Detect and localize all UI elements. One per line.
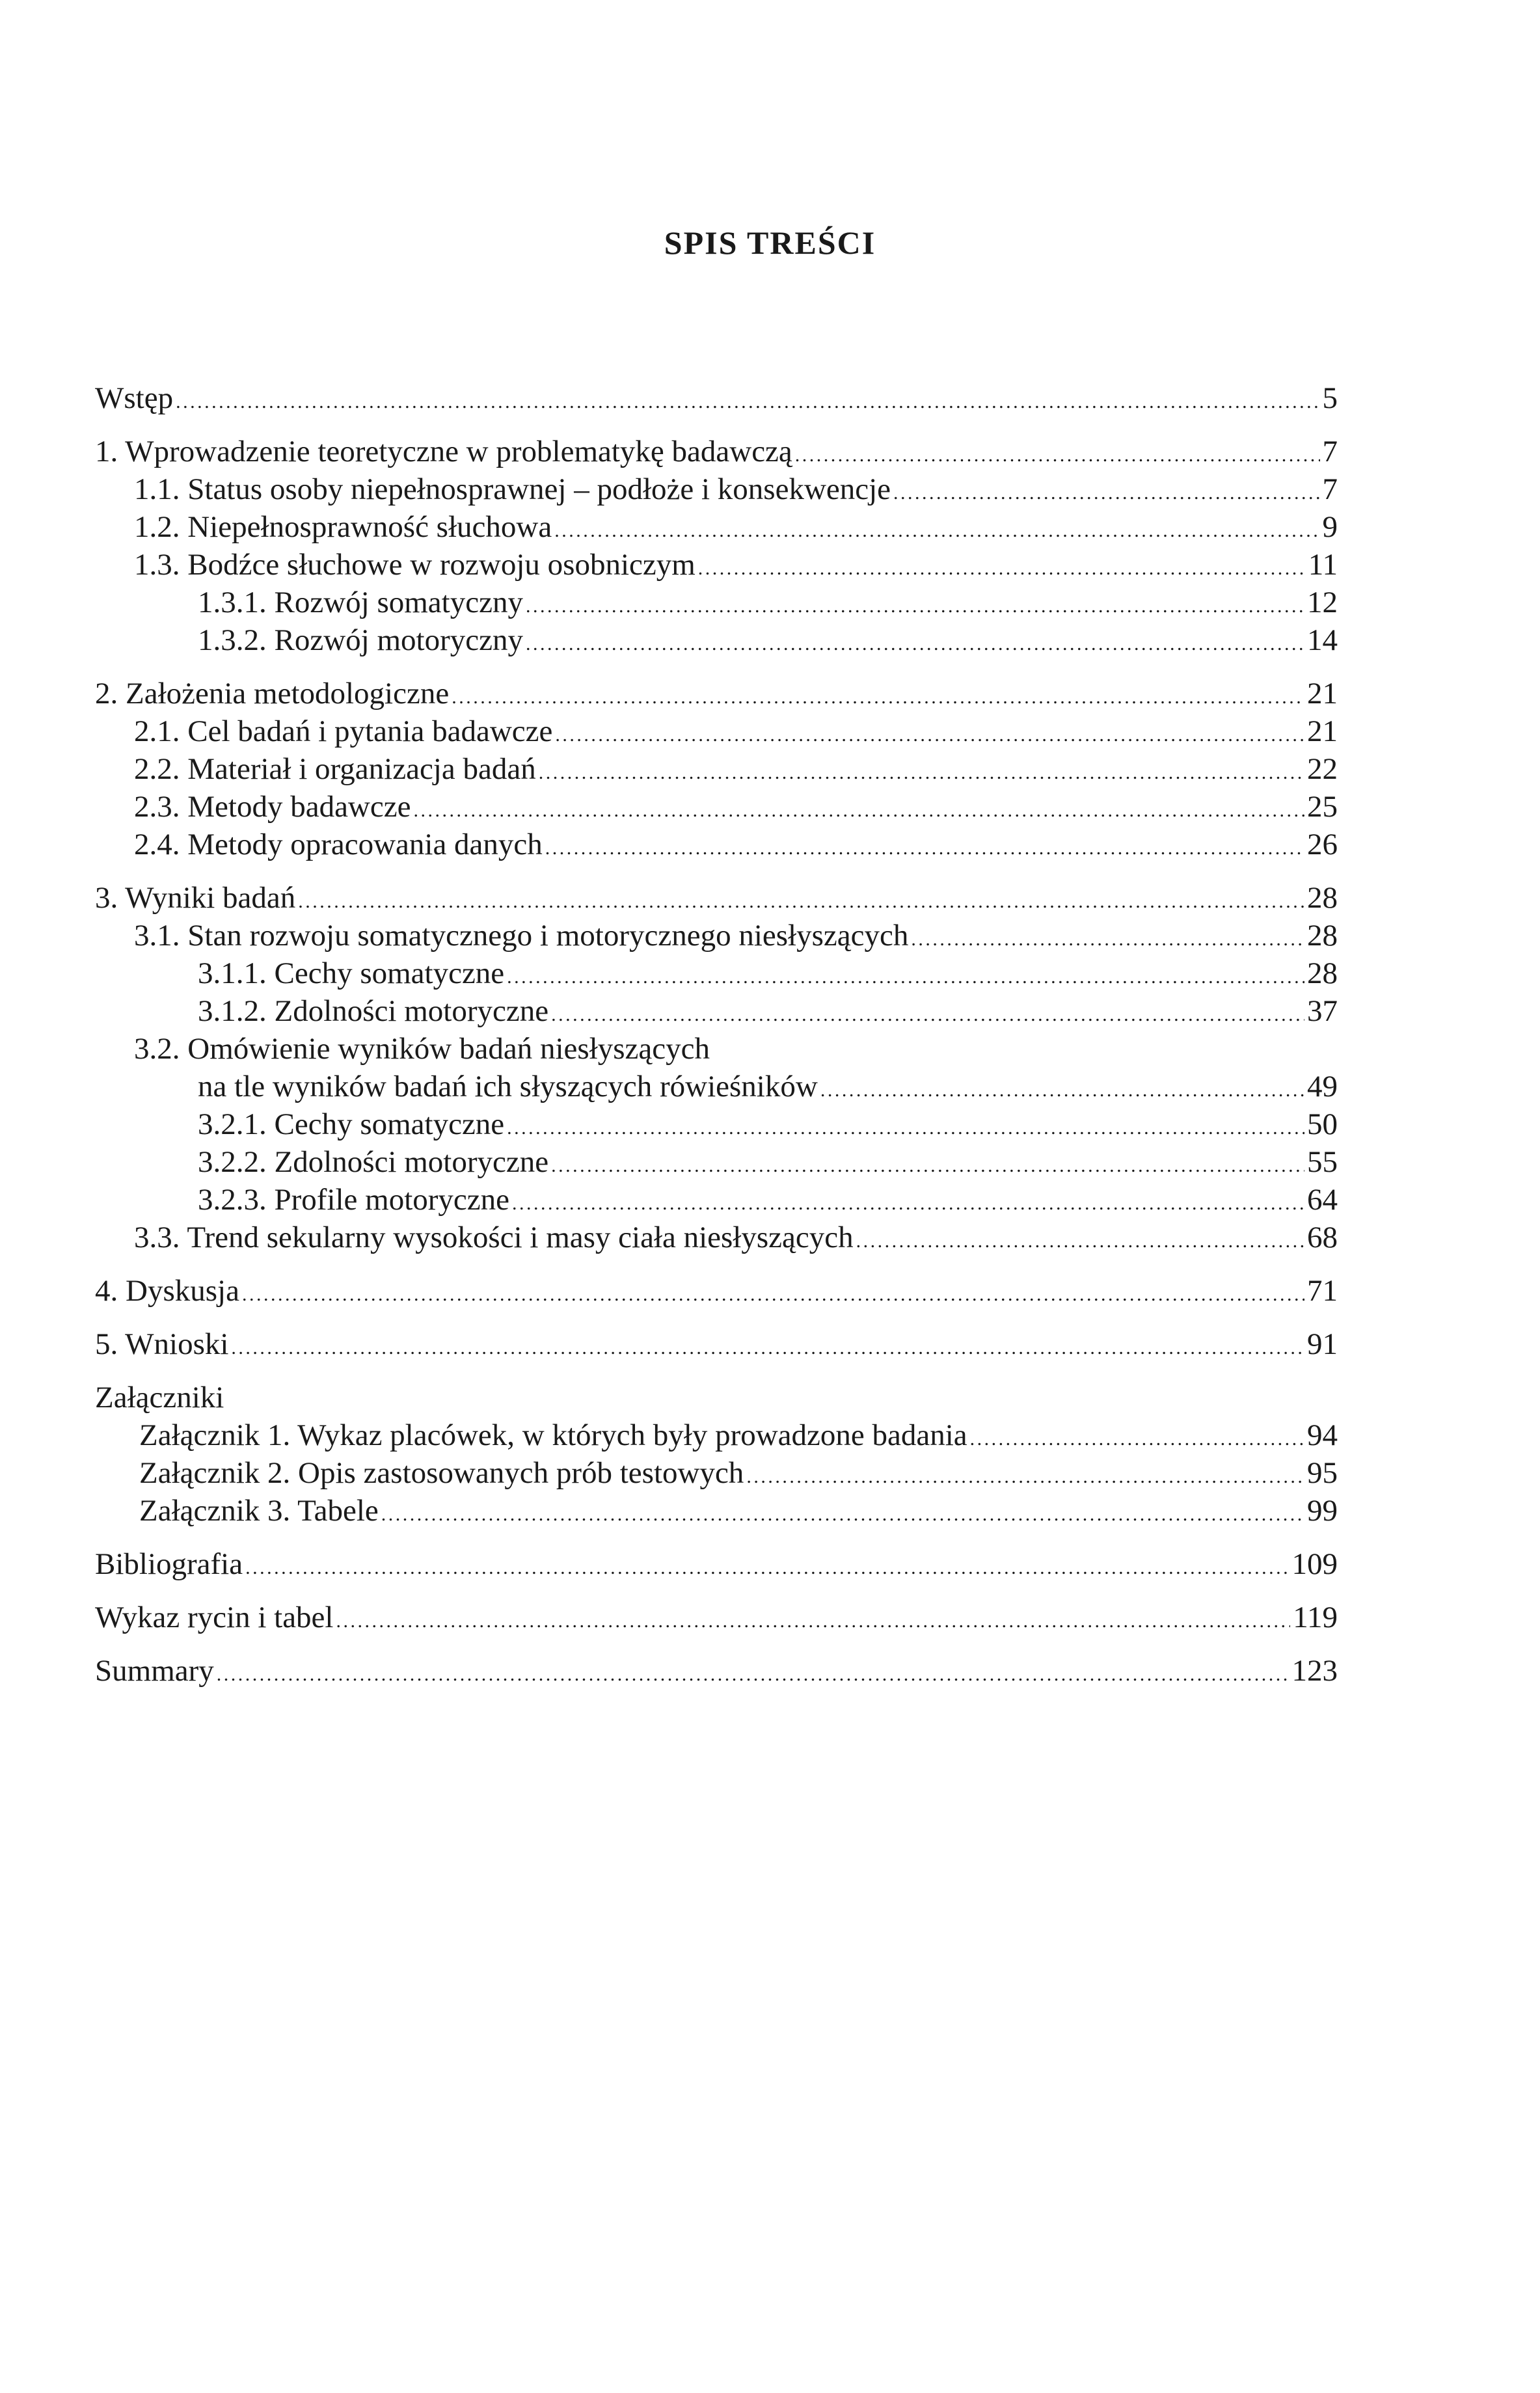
table-of-contents [95,379,1338,1690]
toc-entry-page: 5 [1322,381,1338,415]
toc-entry-title: Wstęp [95,381,174,415]
toc-entry-2-4[interactable] [134,826,1338,863]
toc-entry-title: Załączniki [95,1381,224,1414]
leader-dots [217,1652,1290,1694]
leader-dots [545,826,1304,867]
toc-entry-1-3-2[interactable] [198,621,1338,659]
leader-dots [911,917,1304,958]
toc-entry-page: 99 [1307,1494,1338,1528]
toc-entry-zalaczniki[interactable] [95,1379,1338,1416]
toc-entry-zalacznik-3[interactable] [139,1492,1338,1530]
toc-entry-wykaz[interactable] [95,1599,1338,1636]
toc-entry-title: 1.3. Bodźce słuchowe w rozwoju osobniczym [134,548,696,582]
toc-entry-zalacznik-2[interactable] [139,1454,1338,1492]
toc-entry-page: 21 [1307,677,1338,710]
leader-dots [746,1454,1304,1496]
leader-dots [551,992,1304,1034]
toc-entry-summary[interactable] [95,1652,1338,1690]
toc-entry-page: 95 [1307,1456,1338,1490]
toc-entry-page: 123 [1291,1654,1338,1688]
leader-dots [512,1181,1304,1223]
toc-entry-page: 49 [1307,1070,1338,1103]
leader-dots [698,546,1306,588]
toc-entry-title: 4. Dyskusja [95,1274,239,1308]
leader-dots [526,621,1304,663]
toc-entry-title: 1.1. Status osoby niepełnosprawnej – podłoże i konsekwencje [134,472,891,506]
toc-entry-page: 91 [1307,1327,1338,1361]
toc-entry-2-3[interactable] [134,788,1338,826]
toc-entry-page: 94 [1307,1418,1338,1452]
leader-dots [507,1105,1304,1147]
toc-entry-title: Załącznik 3. Tabele [139,1494,379,1528]
toc-entry-title: 3.1.1. Cechy somatyczne [198,956,505,990]
toc-entry-2-1[interactable] [134,712,1338,750]
toc-entry-title: 3.2.1. Cechy somatyczne [198,1107,505,1141]
leader-dots [554,508,1319,550]
toc-entry-title: Załącznik 2. Opis zastosowanych prób testowych [139,1456,744,1490]
leader-dots [539,750,1304,792]
toc-entry-page: 7 [1322,435,1338,468]
toc-entry-page: 64 [1307,1183,1338,1217]
toc-entry-1-3[interactable] [134,546,1338,584]
toc-entry-3-2-cont[interactable] [198,1068,1338,1105]
leader-dots [242,1272,1304,1314]
toc-entry-title: 1.3.1. Rozwój somatyczny [198,586,523,619]
toc-entry-3-2[interactable] [134,1030,1338,1068]
toc-entry-page: 68 [1307,1221,1338,1254]
toc-entry-title: Summary [95,1654,214,1688]
toc-entry-title: Bibliografia [95,1547,243,1581]
toc-entry-page: 9 [1322,510,1338,544]
leader-dots [795,433,1320,474]
toc-entry-page: 55 [1307,1145,1338,1179]
toc-entry-3-1-1[interactable] [198,954,1338,992]
toc-entry-page: 71 [1307,1274,1338,1308]
toc-entry-1-2[interactable] [134,508,1338,546]
toc-entry-3-3[interactable] [134,1219,1338,1256]
leader-dots [413,788,1304,830]
toc-entry-title: 2.1. Cel badań i pytania badawcze [134,714,553,748]
leader-dots [970,1416,1304,1458]
page-title: SPIS TREŚCI [664,224,876,261]
toc-entry-zalacznik-1[interactable] [139,1416,1338,1454]
toc-entry-2-2[interactable] [134,750,1338,788]
toc-entry-title: Załącznik 1. Wykaz placówek, w których były prowadzone badania [139,1418,967,1452]
toc-entry-page: 119 [1293,1601,1338,1634]
toc-entry-1-3-1[interactable] [198,584,1338,621]
leader-dots [526,584,1304,625]
toc-entry-title: 3.3. Trend sekularny wysokości i masy ciała niesłyszących [134,1221,854,1254]
toc-entry-chapter-4[interactable] [95,1272,1338,1310]
toc-entry-title: 1. Wprowadzenie teoretyczne w problematykę badawczą [95,435,792,468]
leader-dots [381,1492,1304,1534]
toc-entry-title: 1.2. Niepełnosprawność słuchowa [134,510,552,544]
toc-entry-3-2-3[interactable] [198,1181,1338,1219]
toc-entry-page: 12 [1307,586,1338,619]
toc-entry-page: 37 [1307,994,1338,1028]
toc-entry-page: 28 [1307,881,1338,915]
toc-entry-title: 2.3. Metody badawcze [134,790,411,824]
leader-dots [245,1545,1289,1587]
leader-dots [893,470,1319,512]
leader-dots [176,379,1319,421]
toc-entry-chapter-1[interactable] [95,433,1338,470]
toc-entry-page: 14 [1307,623,1338,657]
toc-entry-title: 5. Wnioski [95,1327,229,1361]
toc-entry-title: 3.1. Stan rozwoju somatycznego i motorycznego niesłyszących [134,919,909,953]
toc-entry-page: 25 [1307,790,1338,824]
toc-entry-3-1[interactable] [134,917,1338,954]
toc-entry-title: 3.2.3. Profile motoryczne [198,1183,510,1217]
leader-dots [551,1143,1304,1185]
toc-entry-wstep[interactable] [95,379,1338,417]
toc-entry-page: 109 [1291,1547,1338,1581]
toc-entry-page: 28 [1307,919,1338,953]
toc-entry-page: 26 [1307,828,1338,861]
leader-dots [820,1068,1304,1109]
toc-entry-chapter-3[interactable] [95,879,1338,917]
toc-entry-title: 3. Wyniki badań [95,881,296,915]
leader-dots [555,712,1304,754]
toc-entry-title: 3.1.2. Zdolności motoryczne [198,994,549,1028]
toc-entry-page: 11 [1308,548,1338,582]
toc-entry-title: 2. Założenia metodologiczne [95,677,450,710]
toc-entry-title: 1.3.2. Rozwój motoryczny [198,623,523,657]
leader-dots [298,879,1304,921]
toc-entry-page: 7 [1322,472,1338,506]
toc-entry-1-1[interactable] [134,470,1338,508]
toc-entry-title: 3.2.2. Zdolności motoryczne [198,1145,549,1179]
toc-entry-page: 21 [1307,714,1338,748]
toc-entry-3-1-2[interactable] [198,992,1338,1030]
toc-entry-3-2-2[interactable] [198,1143,1338,1181]
leader-dots [507,954,1304,996]
toc-entry-title: 3.2. Omówienie wyników badań niesłyszących [134,1032,710,1066]
toc-entry-title: Wykaz rycin i tabel [95,1601,334,1634]
toc-entry-chapter-2[interactable] [95,675,1338,712]
toc-entry-bibliografia[interactable] [95,1545,1338,1583]
toc-entry-title: 2.4. Metody opracowania danych [134,828,543,861]
toc-entry-chapter-5[interactable] [95,1325,1338,1363]
leader-dots [452,675,1304,716]
toc-entry-page: 50 [1307,1107,1338,1141]
leader-dots [336,1599,1290,1640]
leader-dots [856,1219,1304,1260]
toc-entry-title: 2.2. Materiał i organizacja badań [134,752,536,786]
toc-entry-page: 28 [1307,956,1338,990]
toc-entry-page: 22 [1307,752,1338,786]
toc-entry-title: na tle wyników badań ich słyszących rówieśników [198,1070,818,1103]
leader-dots [231,1325,1304,1367]
toc-entry-3-2-1[interactable] [198,1105,1338,1143]
